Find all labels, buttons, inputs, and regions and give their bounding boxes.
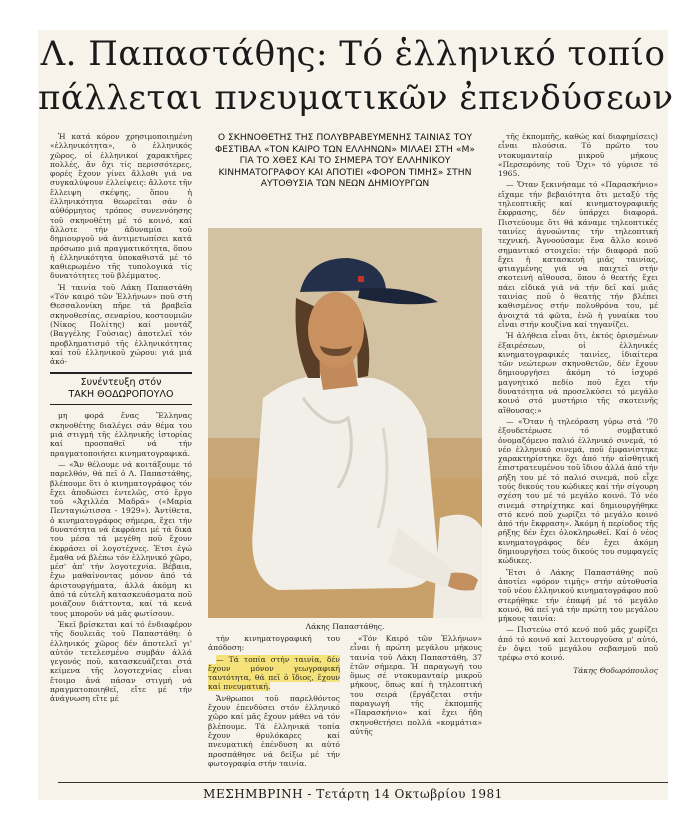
column-1-paragraph: Ἐκεῖ βρίσκεται καί τό ἐνδιαφέρον τῆς δουλειᾶς τοῦ Παπαστάθη: ὁ ἑλληνικός χῶρος δέν ἀποτελεῖ γι' αὐτόν τετελεσμένο συμβάν ἀλλά γεγονός ποῦ, κατασκευάζεται στά κείμενα τῆς λογοτεχνίας εἶναι ἕτοιμο ἀνά πᾶσαν στιγμή νά πραγματοποιηθεῖ, εἴτε μέ τήν ἀνάγνωση εἴτε μέ	[50, 619, 192, 704]
footer-dateline: ΜΕΣΗΜΒΡΙΝΗ - Τετάρτη 14 Οκτωβρίου 1981	[203, 787, 503, 801]
column-3-paragraph: Ἔτσι ὁ Λάκης Παπαστάθης ποῦ ἀποτίει «φόρον τιμῆς» στήν αὐτοθυσία τοῦ νέου ἑλληνικοῦ κινηματογράφου ποῦ στερήθηκε τήν ἐπαφή μέ τό μεγάλο κοινό, θά πεῖ γιά τήν πρώτη του μεγάλου μήκους ταινία:	[498, 567, 658, 624]
column-3-paragraph: — «Ὅταν ἡ τηλεόραση γύρω στά '70 ἐξουδετέρωσε τό συμβατικό ὀνομαζόμενο παλιό ἑλληνικό σινεμά, τό νέο ἑλληνικό σινεμά, ποῦ ἐμφανίστηκε χαρακτηρίστηκε ὅχι ἀπό τήν αἰσθητική ἐπιστρατευμένου τοῦ ἴδιου ἀλλά ἀπό τήν ρήξη του μέ τό παλιό σινεμά, ποῦ εἶχε τούς δικούς του κώδικες καί τήν σίγουρη σχέση του μέ τό μεγάλο κοινό. Τό νέο σινεμά στηρίχτηκε καί δημιουργήθηκε στό κενό ποῦ χωρίζει τό μεγάλο κοινό ἀπό τήν ἔκφραση». Ἀκόμη ἡ περίοδος τῆς ρήξης δέν ἔχει ὁλοκληρωθεῖ. Καί ὁ νέος κινηματογράφος δέν ἔχει ἀκόμη δημιουργήσει τούς δικούς του συμφαγεῖς κώδικες.	[498, 416, 658, 566]
column-1-paragraph: — «Ἄν θέλουμε νά κοιτάξουμε τό παρελθόν, θά πεῖ ὁ Λ. Παπαστάθης, βλέπουμε ὅτι ὁ κινηματογράφος τόν ἔχει ἀποδώσει ἐντελῶς, στό ἔργο τοῦ «Ἀχιλλέα Μαδρᾶ» («Μαρία Πενταγιώτισσα - 1929»). Ἀντίθετα, ὁ κινηματογράφος σήμερα, ἔχει τήν δυνατότητα νά ἐκφράσει μέ τά δικά του μέσα τά μεγέθη ποῦ ἔχουν ἐκφράσει οἱ λογοτέχνες. Ἐτσι ἐγώ ἔμαθα νά βλέπω τόν ἑλληνικό χῶρο, μέσ' ἀπ' τήν λογοτεχνία. Βέβαια, ἔχω μαθαίνοντας μόνον ἀπό τά ἀριστουργήματα, ἀλλά ἀκόμη κι ἀπό τά εὐτελῆ κατασκευάσματα ποῦ μοιάζουν διάττοντα, καί τά κενά τους μποροῦν νά μᾶς φωτίσουν.	[50, 459, 192, 618]
portrait-illustration	[208, 228, 482, 618]
photo-caption: Λάκης Παπαστάθης.	[305, 622, 385, 631]
column-2-lower-right	[350, 634, 482, 774]
column-2-lower-left	[208, 634, 340, 774]
footer-divider	[58, 782, 668, 783]
column-3-paragraph: τῆς ἐκπομπῆς, καθώς καί διαφημίσεις) εἶναι πλούσια. Τό πρῶτο του ντοκυμανταίρ μικροῦ μήκους «Περσεφόνης τοῦ Ὄχι» τό γύρισε τό 1965.	[498, 132, 658, 179]
column-1-paragraph: Ἡ κατά κόρον χρησιμοποιημένη «ἑλληνικότητα», ὁ ἑλληνικός χῶρος, οἱ ἑλληνικοί χαρακτῆρες πολλές, ἄν ὄχι τίς περισσότερες, φορές ἔχουν γίνει ἄλλοθι γιά να συγκαλύψουν ἐλλείψεις: ἄλλοτε τῆν ἔλλειψη σκέψης, ὅπου ἡ ἑλληνικότητα θεωρεῖται σάν ὁ αὐθόρμητος τρόπος συνεννόησης τοῦ σκηνοθέτη μέ τό κοινό, καί ἄλλοτε τήν ἀδυναμία τοῦ δημιουργοῦ νά ἀντιμετωπίσει κατά πρόσωπο μιά πραγματικότητα, ὅπου ἡ ἑλληνικότητα ὑποκαθιστᾶ μέ τό καθιερωμένο τῆς τυπολογικά τίς δυνατότητες τοῦ βλέμματος.	[50, 132, 192, 281]
column-1-paragraph: μη φορά ἕνας Ἕλληνας σκηνοθέτης διαλέγει σάν θέμα του μιά στιγμή τῆς ἑλληνικῆς ἱστορίας καί προσπαθεῖ νά τήν πραγματοποιήσει κινηματογραφικά.	[50, 411, 192, 458]
author-signature: Τάκης Θοδωρόπουλος	[573, 665, 658, 675]
column-2-paragraph: τήν κινηματογραφική του ἀπόδοση:	[208, 634, 340, 653]
column-2-paragraph: «Τόν Καιρό τῶν Ἑλλήνων» εἶναι ἡ πρώτη μεγάλου μήκους ταινία τοῦ Λάκη Παπαστάθη, 37 ἐτῶν σήμερα. Ἡ παραγωγή του ὅμως σέ ντοκυμανταίρ μικροῦ μήκους, ὅπως καί ἡ τηλεοπτική του σειρά (ἔργάζεται στήν παραγωγή τῆς ἐκπομπῆς «Παρασκήνιο» καί ἔχει ἤδη σκηνοθετήσει πολλά «κομμάτια» αὐτῆς	[350, 634, 482, 736]
column-3-paragraph: Ἡ ἀλήθεια εἶναι ὅτι, ἐκτός ὁρισμένων ἐξαιρέσεων, οἱ ἑλληνικές κινηματογραφικές ταινίες, ἰδιαίτερα τῶν νεώτερων σκηνοθετῶν, δέν ἔχουν δημιουργήσει ἀκόμη τό ἰσχυρό μαγνητικό πεδίο ποῦ ἔχει τήν δυνατότητα νά προσελκύσει τό μεγάλο κοινό στό μυστήριο τῆς σκοτεινῆς αἴθουσας:»	[498, 331, 658, 415]
lead-paragraph: Ο ΣΚΗΝΟΘΕΤΗΣ ΤΗΣ ΠΟΛΥΒΡΑΒΕΥΜΕΝΗΣ ΤΑΙΝΙΑΣ ΤΟΥ ΦΕΣΤΙΒΑΛ «ΤΟΝ ΚΑΙΡΟ ΤΩΝ ΕΛΛΗΝΩΝ» ΜΙΛΑΕΙ ΣΤΗ «Μ» ΓΙΑ ΤΟ ΧΘΕΣ ΚΑΙ ΤΟ ΣΗΜΕΡΑ ΤΟΥ ΕΛΛΗΝΙΚΟΥ ΚΙΝΗΜΑΤΟΓΡΑΦΟΥ ΚΑΙ ΑΠΟΤΙΕΙ «ΦΟΡΟΝ ΤΙΜΗΣ» ΣΤΗΝ ΑΥΤΟΘΥΣΙΑ ΤΩΝ ΝΕΩΝ ΔΗΜΙΟΥΡΓΩΝ	[215, 132, 475, 190]
column-3-paragraph: — Πιστεύω στό κενό ποῦ μᾶς χωρίζει ἀπό τό κοινό καί λειτουργοῦσα μ' αὐτό, ἐν ὄψει τοῦ μεγάλου σεβασμοῦ ποῦ τρέφω στό κοινό.	[498, 625, 658, 663]
column-3-paragraph: — Ὅταν ξεκινήσαμε τό «Παρασκήνιο» εἴχαμε τήν βεβαιότητα ὅτι μεταξύ τῆς τηλεοπτικῆς καί κινηματογραφικῆς ἔκφρασης, δέν ὑπάρχει διαφορά. Πιστεύουμε ὅτι θά κάναμε τηλεοπτικές ταινίες ἀγνοώντας τήν τηλεοπτική τεχνική. Ἀγνοούσαμε ἕνα ἄλλο κοινό σημαντικό στοιχεῖο: τήν διαφορά ποῦ ἔχει ἡ κατασκευή μιᾶς ταινίας, φτιαγμένης γιά να παιχτεῖ στήν σκοτεινή αἴθουσα, ὅπου ὁ θεατής ἔχει πάει εἰδικά γιά νά τήν δεῖ καί μιᾶς ταινίας ποῦ ὁ θεατής τήν βλέπει καθισμένος στήν πολυθρόνα του, μέ ἀνοιχτά τά φῶτα, ἐνῶ ἡ γυναίκα του εἶναι στήν κουζίνα καί τηγανίζει.	[498, 180, 658, 329]
column-1-paragraph: Ἡ ταινία τοῦ Λάκη Παπαστάθη «Τόν καιρό τῶν Ἑλλήνων» ποῦ στή Θεσσαλονίκη πῆρε τά βραβεῖα σκηνοθεσίας, σεναρίου, κοστουμιῶν (Νίκος Πολίτης) καί μοντάζ (Βαγγέλης Γούσιας) ἀποτελεῖ τόν προβληματισμό τῆς ἑλληνικότητας καί τοῦ ἑλληνικοῦ χώρου: γιά μιά ἀκό-	[50, 282, 192, 367]
column-3	[498, 132, 658, 772]
subhead-line-1: Συνέντευξη στόν	[80, 377, 162, 389]
column-2-paragraph: Ἄνθρωποι τοῦ παρελθόντος ἔχουν ἐπενδύσει στόν ἑλληνικό χῶρο καί μᾶς ἔχουν μάθει νά τόν βλέπουμε. Τά ἑλληνικά τοπία ἔχουν θρυλόκαρες καί πνευματική ἐπένδυση κι αὐτό προσπάθησε νά δείξω μέ τήν φωτογραφία στήν ταινία.	[208, 693, 340, 768]
column-1	[50, 132, 192, 762]
headline-line-1: Λ. Παπαστάθης: Τό ἑλληνικό τοπίο	[40, 34, 666, 74]
highlighted-text: — Τά τοπία στήν ταινία, δέν ἔχουν μόνον γεωγραφική ταυτότητα, θά πεῖ ὁ ἴδιος, ἔχουν καί πνευματική.	[208, 654, 340, 692]
subhead-line-2: ΤΑΚΗ ΘΟΔΩΡΟΠΟΥΛΟ	[68, 389, 174, 401]
interview-subhead	[50, 372, 192, 405]
highlighted-quote	[208, 655, 340, 692]
portrait-photo	[208, 228, 482, 618]
headline-line-2: πάλλεται πνευματικῶν ἐπενδύσεων	[38, 78, 674, 118]
newspaper-page	[38, 30, 674, 801]
